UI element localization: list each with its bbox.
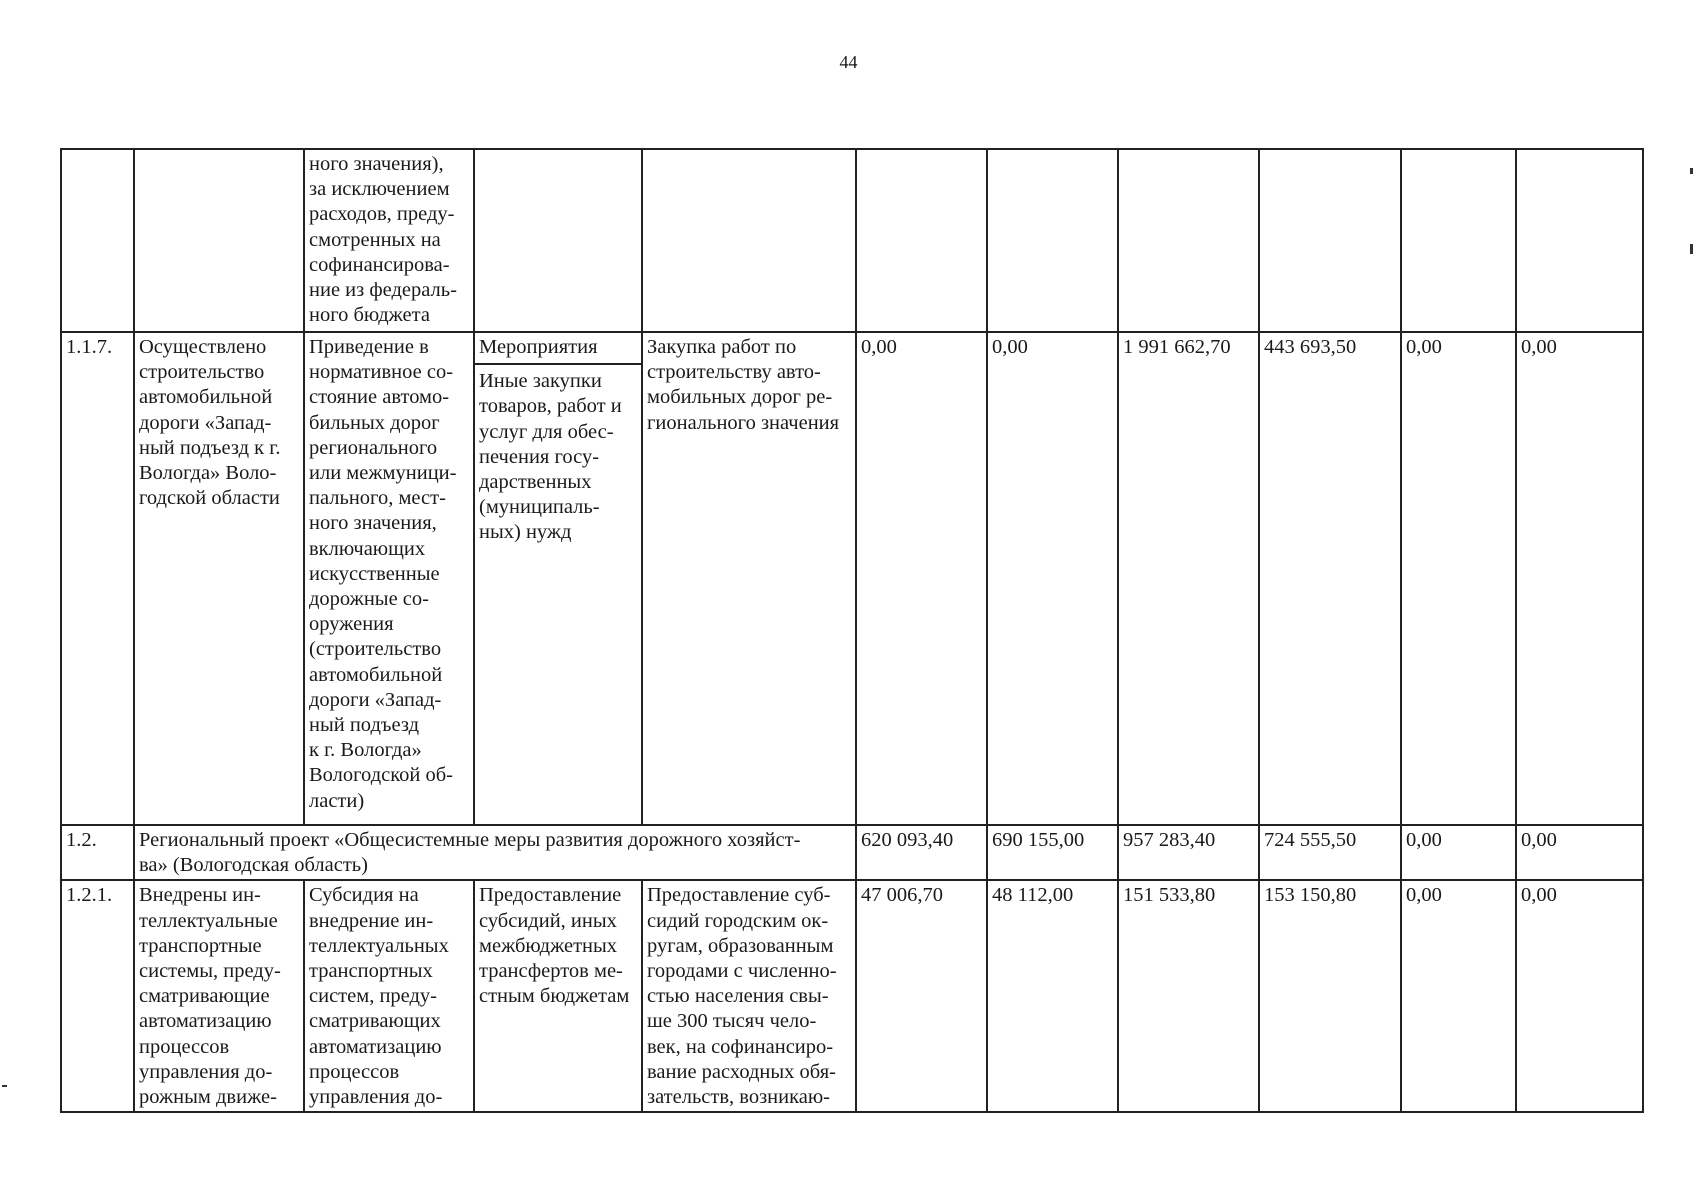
row-number-cell bbox=[61, 825, 134, 880]
event-cell bbox=[304, 332, 474, 825]
value-cell: 443 693,50 bbox=[1259, 332, 1401, 825]
value-cell: 0,00 bbox=[1516, 332, 1643, 825]
event-cell bbox=[304, 880, 474, 1112]
cell-text-line: Внедрены ин- bbox=[139, 884, 261, 907]
scan-mark bbox=[2, 1085, 7, 1087]
cell-text-line: нормативное со- bbox=[309, 361, 454, 384]
purchase-cell bbox=[642, 880, 856, 1112]
cell-text-line: автоматизацию bbox=[139, 1010, 272, 1033]
value-cell: 47 006,70 bbox=[856, 880, 987, 1112]
cell-text-line: ва» (Вологодская область) bbox=[139, 854, 368, 877]
cell-text-line: ние из федераль- bbox=[309, 279, 457, 302]
cell-text-line: печения госу- bbox=[479, 445, 600, 468]
cell-text-line: управления до- bbox=[309, 1086, 443, 1109]
cell-text-line: регионального bbox=[309, 436, 438, 459]
cell-text-line: зательств, возникаю- bbox=[647, 1086, 831, 1109]
value-cell: 0,00 bbox=[1401, 332, 1516, 825]
expense-type-cell bbox=[474, 332, 642, 825]
value-cell: 1 991 662,70 bbox=[1118, 332, 1259, 825]
cell-text-line: ный подъезд к г. bbox=[139, 436, 281, 459]
value-cell: 690 155,00 bbox=[987, 825, 1118, 880]
cell-text-line: услуг для обес- bbox=[479, 420, 614, 443]
cell-text-line: товаров, работ и bbox=[479, 395, 622, 418]
purchase-cell bbox=[642, 149, 856, 332]
cell-text-line: пального, мест- bbox=[309, 487, 446, 510]
cell-text-line: ласти) bbox=[309, 789, 365, 812]
cell-text-line: ный подъезд bbox=[309, 714, 420, 737]
cell-text-line: автоматизацию bbox=[309, 1035, 442, 1058]
cell-text-line: автомобильной bbox=[139, 386, 273, 409]
value-cell bbox=[1401, 149, 1516, 332]
cell-text-line: ругам, образованным bbox=[647, 934, 834, 957]
cell-text-line: стным бюджетам bbox=[479, 985, 630, 1008]
cell-text-line: дороги «Запад- bbox=[309, 688, 442, 711]
value-cell bbox=[987, 149, 1118, 332]
budget-table bbox=[60, 148, 1644, 1113]
cell-text-line: теллектуальных bbox=[309, 934, 449, 957]
cell-text-line: ного значения), bbox=[309, 153, 444, 175]
event-cell bbox=[304, 149, 474, 332]
cell-text-line: смотренных на bbox=[309, 228, 441, 251]
cell-text-line: оружения bbox=[309, 613, 394, 636]
cell-text-line: Закупка работ по bbox=[647, 336, 797, 358]
value-cell: 620 093,40 bbox=[856, 825, 987, 880]
cell-text-line: ных) нужд bbox=[479, 521, 572, 544]
cell-text-line: системы, преду- bbox=[139, 960, 281, 983]
cell-text-line: внедрение ин- bbox=[309, 909, 434, 932]
cell-text-line: транспортных bbox=[309, 960, 433, 983]
value-cell bbox=[1259, 149, 1401, 332]
cell-text-line: Предоставление суб- bbox=[647, 884, 831, 907]
row-number-cell bbox=[61, 332, 134, 825]
value-cell: 151 533,80 bbox=[1118, 880, 1259, 1112]
value-cell: 724 555,50 bbox=[1259, 825, 1401, 880]
result-cell bbox=[134, 332, 304, 825]
expense-type-cell bbox=[474, 149, 642, 332]
row-number: 1.2.1. bbox=[66, 884, 113, 907]
value-cell: 0,00 bbox=[856, 332, 987, 825]
cell-text-line: Региональный проект «Общесистемные меры развития дорожного хозяйст- bbox=[139, 829, 801, 851]
table-row bbox=[61, 149, 1643, 332]
cell-text-line: управления до- bbox=[139, 1060, 273, 1083]
cell-text-line: включающих bbox=[309, 537, 426, 560]
cell-text-line: мобильных дорог ре- bbox=[647, 386, 833, 409]
cell-text-line: или межмуници- bbox=[309, 462, 457, 485]
result-cell bbox=[134, 880, 304, 1112]
expense-type-cell bbox=[474, 880, 642, 1112]
cell-text-line: искусственные bbox=[309, 562, 440, 585]
cell-text-line: (муниципаль- bbox=[479, 496, 600, 519]
cell-text-line: строительство bbox=[139, 361, 265, 384]
cell-text-line: Предоставление bbox=[479, 884, 622, 907]
row-number: 1.2. bbox=[66, 829, 97, 851]
scan-mark bbox=[1690, 244, 1693, 254]
value-cell bbox=[856, 149, 987, 332]
value-cell: 0,00 bbox=[987, 332, 1118, 825]
table-row bbox=[61, 825, 1643, 880]
cell-text-line: ного значения, bbox=[309, 512, 437, 535]
scan-mark bbox=[1690, 168, 1693, 174]
expense-type-title: Мероприятия bbox=[475, 335, 641, 365]
cell-text-line: процессов bbox=[139, 1035, 230, 1058]
cell-text-line: сматривающие bbox=[139, 985, 270, 1008]
cell-text-line: Вологда» Воло- bbox=[139, 462, 277, 485]
row-number-cell bbox=[61, 149, 134, 332]
purchase-cell bbox=[642, 332, 856, 825]
cell-text-line: трансфертов ме- bbox=[479, 960, 623, 983]
cell-text-line: софинансирова- bbox=[309, 253, 450, 276]
cell-text-line: сматривающих bbox=[309, 1010, 441, 1033]
cell-text-line: Осуществлено bbox=[139, 336, 267, 358]
cell-text-line: субсидий, иных bbox=[479, 909, 617, 932]
cell-text-line: дорожные со- bbox=[309, 588, 429, 611]
cell-text-line: сидий городским ок- bbox=[647, 909, 829, 932]
cell-text-line: расходов, преду- bbox=[309, 203, 455, 226]
value-cell: 48 112,00 bbox=[987, 880, 1118, 1112]
row-number-cell bbox=[61, 880, 134, 1112]
cell-text-line: век, на софинансиро- bbox=[647, 1035, 834, 1058]
cell-text-line: стью населения свы- bbox=[647, 985, 829, 1008]
cell-text-line: за исключением bbox=[309, 178, 450, 201]
table-row bbox=[61, 332, 1643, 825]
cell-text-line: теллектуальные bbox=[139, 909, 278, 932]
cell-text-line: дороги «Запад- bbox=[139, 411, 272, 434]
cell-text-line: стояние автомо- bbox=[309, 386, 450, 409]
row-number: 1.1.7. bbox=[66, 336, 113, 358]
cell-text-line: дарственных bbox=[479, 471, 592, 494]
value-cell: 0,00 bbox=[1401, 880, 1516, 1112]
value-cell: 0,00 bbox=[1401, 825, 1516, 880]
cell-text-line: ше 300 тысяч чело- bbox=[647, 1010, 817, 1033]
cell-text-line: Иные закупки bbox=[479, 370, 602, 393]
cell-text-line: транспортные bbox=[139, 934, 262, 957]
cell-text-line: Субсидия на bbox=[309, 884, 419, 907]
value-cell: 0,00 bbox=[1516, 880, 1643, 1112]
cell-text-line: автомобильной bbox=[309, 663, 443, 686]
value-cell bbox=[1516, 149, 1643, 332]
cell-text-line: (строительство bbox=[309, 638, 442, 661]
cell-text-line: городами с численно- bbox=[647, 960, 837, 983]
value-cell: 153 150,80 bbox=[1259, 880, 1401, 1112]
cell-text-line: строительству авто- bbox=[647, 361, 821, 384]
cell-text-line: бильных дорог bbox=[309, 411, 440, 434]
cell-text-line: к г. Вологда» bbox=[309, 739, 422, 762]
value-cell bbox=[1118, 149, 1259, 332]
cell-text-line: межбюджетных bbox=[479, 934, 618, 957]
result-cell bbox=[134, 149, 304, 332]
cell-text-line: Приведение в bbox=[309, 336, 429, 358]
cell-text-line: годской области bbox=[139, 487, 280, 510]
project-title-cell bbox=[134, 825, 856, 880]
cell-text-line: ного бюджета bbox=[309, 304, 430, 327]
cell-text-line: рожным движе- bbox=[139, 1086, 277, 1109]
cell-text-line: Вологодской об- bbox=[309, 764, 453, 787]
value-cell: 957 283,40 bbox=[1118, 825, 1259, 880]
cell-text-line: процессов bbox=[309, 1060, 400, 1083]
page-number: 44 bbox=[839, 52, 858, 72]
cell-text-line: вание расходных обя- bbox=[647, 1060, 836, 1083]
cell-text-line: гионального значения bbox=[647, 411, 840, 434]
cell-text-line: систем, преду- bbox=[309, 985, 438, 1008]
table-row bbox=[61, 880, 1643, 1112]
value-cell: 0,00 bbox=[1516, 825, 1643, 880]
